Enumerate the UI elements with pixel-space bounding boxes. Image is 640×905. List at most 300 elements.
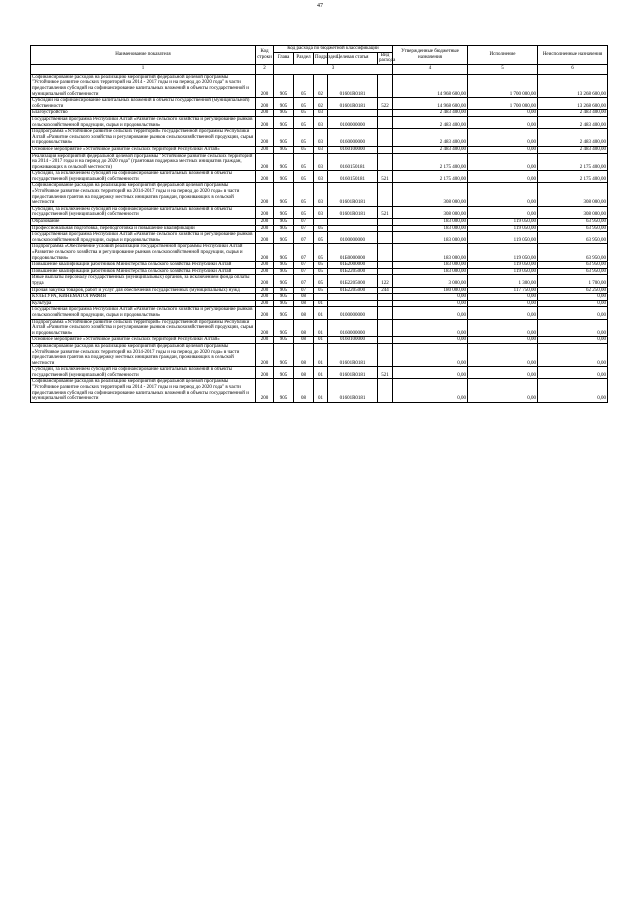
row-podrazdel: 05: [314, 287, 328, 294]
row-glava: 905: [274, 337, 294, 344]
row-podrazdel: 01: [314, 367, 328, 379]
row-glava: 905: [274, 206, 294, 218]
row-name: Подпрограмма «Устойчивое развитие сельских территорий» государственной программы Республики Алтай «Развитие сельского хозяйства и регулирование рынков сельскохозяйственной продукции, сырья и продовольствия»: [31, 129, 256, 147]
row-vid: [378, 129, 393, 147]
row-approved: 0,00: [393, 337, 468, 344]
row-unexecuted: 308 000,00: [538, 206, 608, 218]
row-target: 0160150181: [328, 153, 378, 171]
row-podrazdel: 03: [314, 206, 328, 218]
row-razdel: 08: [294, 294, 314, 301]
row-podrazdel: 01: [314, 343, 328, 366]
row-executed: 119 050,00: [468, 262, 538, 269]
table-row: [31, 262, 608, 269]
row-target: [328, 225, 378, 232]
row-name: Софинансирование расходов на реализацию мероприятий федеральной целевой программы «Устойчивое развитие сельских территорий на 2014-2017 годы и на период до 2020 года» в части предоставления грантов на поддержку местных инициатив граждан, проживающих в сельской местности: [31, 183, 256, 206]
row-glava: 905: [274, 225, 294, 232]
row-podrazdel: 02: [314, 74, 328, 97]
row-glava: 905: [274, 171, 294, 183]
row-approved: 183 000,00: [393, 244, 468, 262]
row-vid: [378, 116, 393, 128]
table-row: [31, 268, 608, 275]
row-vid: [378, 219, 393, 226]
row-target: 01Б2205000: [328, 287, 378, 294]
row-line-code: 200: [256, 171, 274, 183]
row-line-code: 200: [256, 129, 274, 147]
row-target: 01601R0181: [328, 74, 378, 97]
table-row: [31, 146, 608, 153]
row-approved: 308 000,00: [393, 206, 468, 218]
row-line-code: 200: [256, 219, 274, 226]
row-approved: 3 000,00: [393, 275, 468, 287]
row-line-code: 200: [256, 379, 274, 402]
table-row: [31, 74, 608, 97]
row-vid: [378, 343, 393, 366]
row-line-code: 200: [256, 183, 274, 206]
row-line-code: 200: [256, 294, 274, 301]
row-unexecuted: 63 950,00: [538, 244, 608, 262]
row-vid: [378, 268, 393, 275]
row-target: 01601R0181: [328, 183, 378, 206]
row-target: 0100000000: [328, 232, 378, 244]
row-name: Софинансирование расходов на реализацию мероприятий федеральной целевой программы "Устойчивое развитие сельских территорий на 2014 - 2017 годы и на период до 2020 года" в части предоставления субсидий на софинансирование капитальных вложений в объекты государственной и муниципальной собственности: [31, 74, 256, 97]
row-razdel: 05: [294, 171, 314, 183]
header-razdel: Раздел: [294, 52, 314, 64]
row-razdel: 07: [294, 268, 314, 275]
row-executed: 0,00: [468, 343, 538, 366]
row-executed: 119 050,00: [468, 225, 538, 232]
row-vid: [378, 153, 393, 171]
row-line-code: 200: [256, 337, 274, 344]
row-unexecuted: 0,00: [538, 337, 608, 344]
row-executed: 0,00: [468, 367, 538, 379]
row-podrazdel: 03: [314, 129, 328, 147]
row-approved: 0,00: [393, 294, 468, 301]
row-razdel: 07: [294, 244, 314, 262]
row-line-code: 200: [256, 146, 274, 153]
row-name: Софинансирование расходов на реализацию мероприятий федеральной целевой программы "Устойчивое развитие сельских территорий на 2014 - 2017 годы и на период до 2020 года" в части предоставления субсидий на софинансирование капитальных вложений в объекты государственной и муниципальной собственности: [31, 379, 256, 402]
row-executed: 0,00: [468, 307, 538, 319]
row-line-code: 200: [256, 153, 274, 171]
table-row: [31, 337, 608, 344]
row-razdel: 08: [294, 337, 314, 344]
row-unexecuted: 13 268 600,00: [538, 98, 608, 110]
row-razdel: 05: [294, 146, 314, 153]
column-number-5: 5: [468, 64, 538, 74]
column-number-2: 2: [256, 64, 274, 74]
row-executed: 0,00: [468, 206, 538, 218]
row-vid: [378, 244, 393, 262]
row-razdel: 07: [294, 225, 314, 232]
row-podrazdel: 02: [314, 98, 328, 110]
row-razdel: 08: [294, 367, 314, 379]
row-glava: 905: [274, 219, 294, 226]
table-row: [31, 225, 608, 232]
row-unexecuted: 63 950,00: [538, 225, 608, 232]
row-approved: 2 175 400,00: [393, 153, 468, 171]
row-executed: 0,00: [468, 116, 538, 128]
row-podrazdel: 05: [314, 262, 328, 269]
row-approved: 2 175 400,00: [393, 171, 468, 183]
row-glava: 905: [274, 379, 294, 402]
row-podrazdel: 01: [314, 379, 328, 402]
row-unexecuted: 63 950,00: [538, 262, 608, 269]
row-razdel: 08: [294, 343, 314, 366]
row-executed: 0,00: [468, 146, 538, 153]
table-row: [31, 206, 608, 218]
row-approved: 0,00: [393, 307, 468, 319]
header-budget-code: Код расхода по бюджетной классификации: [274, 46, 393, 53]
table-row: [31, 307, 608, 319]
row-vid: 521: [378, 206, 393, 218]
row-glava: 905: [274, 98, 294, 110]
column-number-1: 1: [31, 64, 256, 74]
row-glava: 905: [274, 268, 294, 275]
row-razdel: 07: [294, 287, 314, 294]
table-row: [31, 153, 608, 171]
row-approved: 180 000,00: [393, 287, 468, 294]
row-approved: 2 483 400,00: [393, 129, 468, 147]
row-vid: [378, 74, 393, 97]
row-vid: 122: [378, 275, 393, 287]
row-vid: [378, 294, 393, 301]
row-target: 0160150181: [328, 171, 378, 183]
table-row: [31, 319, 608, 337]
row-podrazdel: 03: [314, 146, 328, 153]
row-unexecuted: 0,00: [538, 379, 608, 402]
row-podrazdel: 05: [314, 244, 328, 262]
row-name: Культура: [31, 300, 256, 307]
row-line-code: 200: [256, 98, 274, 110]
row-razdel: 05: [294, 206, 314, 218]
row-target: 01Б2205000: [328, 268, 378, 275]
row-approved: 14 968 600,00: [393, 98, 468, 110]
table-row: [31, 294, 608, 301]
row-vid: 244: [378, 287, 393, 294]
row-podrazdel: 01: [314, 300, 328, 307]
row-target: [328, 219, 378, 226]
row-unexecuted: 63 950,00: [538, 268, 608, 275]
row-vid: [378, 146, 393, 153]
row-approved: 2 483 400,00: [393, 116, 468, 128]
row-podrazdel: 01: [314, 307, 328, 319]
table-row: [31, 275, 608, 287]
row-vid: [378, 232, 393, 244]
row-executed: 0,00: [468, 183, 538, 206]
row-glava: 905: [274, 367, 294, 379]
table-row: [31, 183, 608, 206]
row-unexecuted: 0,00: [538, 367, 608, 379]
row-podrazdel: 05: [314, 268, 328, 275]
row-unexecuted: 63 950,00: [538, 232, 608, 244]
row-razdel: 07: [294, 275, 314, 287]
row-target: 01601R0181: [328, 343, 378, 366]
row-unexecuted: 0,00: [538, 300, 608, 307]
table-row: [31, 98, 608, 110]
header-unexecuted: Неисполненные назначения: [538, 46, 608, 65]
row-podrazdel: [314, 294, 328, 301]
row-name: Иные выплаты персоналу государственных (муниципальных) органов, за исключением фонда оплаты труда: [31, 275, 256, 287]
row-name: Софинансирование расходов на реализацию мероприятий федеральной целевой программы «Устойчивое развитие сельских территорий на 2014-2017 годы и на период до 2020 года» в части предоставления грантов на поддержку местных инициатив граждан, проживающих в сельской местности: [31, 343, 256, 366]
row-line-code: 200: [256, 300, 274, 307]
row-razdel: 08: [294, 307, 314, 319]
row-line-code: 200: [256, 262, 274, 269]
header-name: Наименование показателя: [31, 46, 256, 65]
row-glava: 905: [274, 300, 294, 307]
row-approved: 0,00: [393, 319, 468, 337]
row-unexecuted: 2 483 400,00: [538, 110, 608, 117]
row-name: Субсидии, за исключением субсидий на софинансирование капитальных вложений в объекты государственной (муниципальной) собственности: [31, 171, 256, 183]
page-number: 47: [317, 3, 323, 9]
row-executed: 1 300,00: [468, 275, 538, 287]
row-line-code: 200: [256, 307, 274, 319]
row-unexecuted: 63 950,00: [538, 219, 608, 226]
header-podrazdel: Подраздел: [314, 52, 328, 64]
row-vid: [378, 300, 393, 307]
row-line-code: 200: [256, 275, 274, 287]
row-executed: 0,00: [468, 300, 538, 307]
row-line-code: 200: [256, 74, 274, 97]
table-row: [31, 116, 608, 128]
row-name: Государственная программа Республики Алтай «Развитие сельского хозяйства и регулирование рынков сельскохозяйственной продукции, сырья и продовольствия»: [31, 307, 256, 319]
row-executed: 119 050,00: [468, 244, 538, 262]
row-line-code: 200: [256, 116, 274, 128]
row-name: Подпрограмма «Устойчивое развитие сельских территорий» государственной программы Республики Алтай «Развитие сельского хозяйства и регулирование рынков сельскохозяйственной продукции, сырья и продовольствия»: [31, 319, 256, 337]
row-glava: 905: [274, 244, 294, 262]
header-approved: Утвержденные бюджетные назначения: [393, 46, 468, 65]
row-unexecuted: 13 268 600,00: [538, 74, 608, 97]
header-line-code: Код строки: [256, 46, 274, 65]
row-razdel: 05: [294, 183, 314, 206]
table-row: [31, 110, 608, 117]
row-podrazdel: 03: [314, 153, 328, 171]
table-row: [31, 232, 608, 244]
row-name: Субсидии, за исключением субсидий на софинансирование капитальных вложений в объекты государственной (муниципальной) собственности: [31, 367, 256, 379]
row-executed: 119 050,00: [468, 268, 538, 275]
row-name: Субсидии, за исключением субсидий на софинансирование капитальных вложений в объекты государственной (муниципальной) собственности: [31, 206, 256, 218]
row-target: 01Б2000000: [328, 262, 378, 269]
row-executed: 0,00: [468, 337, 538, 344]
row-vid: [378, 319, 393, 337]
row-unexecuted: 1 700,00: [538, 275, 608, 287]
row-name: Государственная программа Республики Алтай «Развитие сельского хозяйства и регулирование рынков сельскохозяйственной продукции, сырья и продовольствия»: [31, 116, 256, 128]
row-podrazdel: 05: [314, 225, 328, 232]
row-razdel: 08: [294, 379, 314, 402]
row-glava: 905: [274, 183, 294, 206]
row-podrazdel: 01: [314, 337, 328, 344]
row-target: 0100000000: [328, 116, 378, 128]
row-podrazdel: [314, 219, 328, 226]
header-executed: Исполнение: [468, 46, 538, 65]
row-executed: 0,00: [468, 153, 538, 171]
row-glava: 905: [274, 153, 294, 171]
row-glava: 905: [274, 146, 294, 153]
row-line-code: 200: [256, 268, 274, 275]
row-name: КУЛЬТУРА, КИНЕМАТОГРАФИЯ: [31, 294, 256, 301]
row-approved: 183 000,00: [393, 262, 468, 269]
row-executed: 1 700 000,00: [468, 74, 538, 97]
table-row: [31, 300, 608, 307]
row-name: Повышение квалификации работников Министерства сельского хозяйства Республики Алтай: [31, 262, 256, 269]
row-target: 01601R0181: [328, 367, 378, 379]
row-glava: 905: [274, 294, 294, 301]
row-vid: [378, 379, 393, 402]
row-approved: 14 968 600,00: [393, 74, 468, 97]
row-executed: 0,00: [468, 379, 538, 402]
row-line-code: 200: [256, 232, 274, 244]
row-name: Образование: [31, 219, 256, 226]
row-target: 01601R0181: [328, 379, 378, 402]
row-approved: 2 483 400,00: [393, 110, 468, 117]
row-razdel: 05: [294, 74, 314, 97]
row-target: 01Б0000000: [328, 244, 378, 262]
row-approved: 0,00: [393, 300, 468, 307]
row-executed: 0,00: [468, 294, 538, 301]
row-line-code: 200: [256, 225, 274, 232]
row-executed: 0,00: [468, 319, 538, 337]
row-line-code: 200: [256, 110, 274, 117]
row-vid: 521: [378, 171, 393, 183]
row-vid: [378, 262, 393, 269]
row-executed: 0,00: [468, 171, 538, 183]
row-unexecuted: 2 483 400,00: [538, 116, 608, 128]
row-line-code: 200: [256, 206, 274, 218]
column-number-3: 3: [274, 64, 393, 74]
row-name: Субсидии на софинансирование капитальных вложений в объекты государственной (муниципальной) собственности: [31, 98, 256, 110]
row-executed: 117 750,00: [468, 287, 538, 294]
row-target: 01Б2205000: [328, 275, 378, 287]
row-executed: 1 700 000,00: [468, 98, 538, 110]
row-name: Прочая закупка товаров, работ и услуг для обеспечения государственных (муниципальных) нужд: [31, 287, 256, 294]
row-name: Профессиональная подготовка, переподготовка и повышение квалификации: [31, 225, 256, 232]
row-unexecuted: 2 483 400,00: [538, 129, 608, 147]
row-unexecuted: 2 175 400,00: [538, 153, 608, 171]
row-target: 01601R0181: [328, 98, 378, 110]
table-body: [31, 74, 608, 402]
column-number-6: 6: [538, 64, 608, 74]
row-podrazdel: 03: [314, 183, 328, 206]
table-row: [31, 244, 608, 262]
row-executed: 0,00: [468, 129, 538, 147]
header-target: Целевая статья: [328, 52, 378, 64]
row-podrazdel: 03: [314, 116, 328, 128]
budget-execution-table: [30, 45, 608, 403]
row-approved: 0,00: [393, 343, 468, 366]
header-vid: Вид расхода: [379, 52, 396, 64]
row-vid: [378, 307, 393, 319]
table-row: [31, 343, 608, 366]
row-name: Подпрограмма «Обеспечение условий реализации государственной программы Республики Алтай «Развитие сельского хозяйства и регулирование рынков сельскохозяйственной продукции, сырья и продовольствия»: [31, 244, 256, 262]
row-podrazdel: 03: [314, 110, 328, 117]
table-row: [31, 219, 608, 226]
row-target: [328, 294, 378, 301]
table-row: [31, 287, 608, 294]
row-razdel: 05: [294, 98, 314, 110]
row-vid: [378, 337, 393, 344]
header-glava: Глава: [274, 52, 294, 64]
row-podrazdel: 05: [314, 275, 328, 287]
table-row: [31, 129, 608, 147]
row-podrazdel: 05: [314, 232, 328, 244]
row-name: Основное мероприятие «Устойчивое развитие сельских территорий Республики Алтай»: [31, 146, 256, 153]
row-target: 01601R0181: [328, 206, 378, 218]
row-line-code: 200: [256, 343, 274, 366]
row-razdel: 08: [294, 300, 314, 307]
row-approved: 183 000,00: [393, 268, 468, 275]
table-row: [31, 379, 608, 402]
row-target: 0160100000: [328, 146, 378, 153]
row-glava: 905: [274, 319, 294, 337]
row-razdel: 08: [294, 319, 314, 337]
row-glava: 905: [274, 232, 294, 244]
row-unexecuted: 0,00: [538, 294, 608, 301]
table-row: [31, 367, 608, 379]
row-name: Государственная программа Республики Алтай «Развитие сельского хозяйства и регулирование рынков сельскохозяйственной продукции, сырья и продовольствия»: [31, 232, 256, 244]
row-unexecuted: 2 483 400,00: [538, 146, 608, 153]
row-unexecuted: 0,00: [538, 319, 608, 337]
row-name: Реализация мероприятий федеральной целевой программы "Устойчивое развитие сельских территорий на 2014 - 2017 годы и на период до 2020 года" (грантовая поддержка местных инициатив граждан, проживающих в сельской местности): [31, 153, 256, 171]
row-name: Повышение квалификации работников Министерства сельского хозяйства Республики Алтай: [31, 268, 256, 275]
row-glava: 905: [274, 287, 294, 294]
row-glava: 905: [274, 116, 294, 128]
row-vid: [378, 225, 393, 232]
row-target: [328, 110, 378, 117]
row-executed: 119 050,00: [468, 219, 538, 226]
row-line-code: 200: [256, 244, 274, 262]
row-razdel: 05: [294, 129, 314, 147]
row-glava: 905: [274, 129, 294, 147]
row-executed: 0,00: [468, 110, 538, 117]
row-glava: 905: [274, 275, 294, 287]
row-approved: 183 000,00: [393, 219, 468, 226]
row-vid: [378, 110, 393, 117]
row-line-code: 200: [256, 367, 274, 379]
row-approved: 2 483 400,00: [393, 146, 468, 153]
row-glava: 905: [274, 74, 294, 97]
row-razdel: 05: [294, 116, 314, 128]
row-glava: 905: [274, 110, 294, 117]
column-number-4: 4: [393, 64, 468, 74]
row-approved: 0,00: [393, 367, 468, 379]
row-vid: [378, 183, 393, 206]
row-razdel: 07: [294, 262, 314, 269]
row-target: 0160000000: [328, 319, 378, 337]
row-vid: 522: [378, 98, 393, 110]
row-line-code: 200: [256, 319, 274, 337]
row-target: [328, 300, 378, 307]
row-target: 0160000000: [328, 129, 378, 147]
row-razdel: 05: [294, 110, 314, 117]
row-unexecuted: 2 175 400,00: [538, 171, 608, 183]
row-target: 0100000000: [328, 307, 378, 319]
row-glava: 905: [274, 307, 294, 319]
row-razdel: 07: [294, 232, 314, 244]
row-line-code: 200: [256, 287, 274, 294]
row-approved: 308 000,00: [393, 183, 468, 206]
row-approved: 183 000,00: [393, 225, 468, 232]
row-executed: 119 050,00: [468, 232, 538, 244]
row-name: Основное мероприятие «Устойчивое развитие сельских территорий Республики Алтай»: [31, 337, 256, 344]
row-vid: 521: [378, 367, 393, 379]
row-razdel: 05: [294, 153, 314, 171]
table-row: [31, 171, 608, 183]
row-podrazdel: 03: [314, 171, 328, 183]
row-unexecuted: 0,00: [538, 307, 608, 319]
row-unexecuted: 0,00: [538, 343, 608, 366]
row-unexecuted: 62 250,00: [538, 287, 608, 294]
row-name: Благоустройство: [31, 110, 256, 117]
row-approved: 183 000,00: [393, 232, 468, 244]
row-glava: 905: [274, 262, 294, 269]
